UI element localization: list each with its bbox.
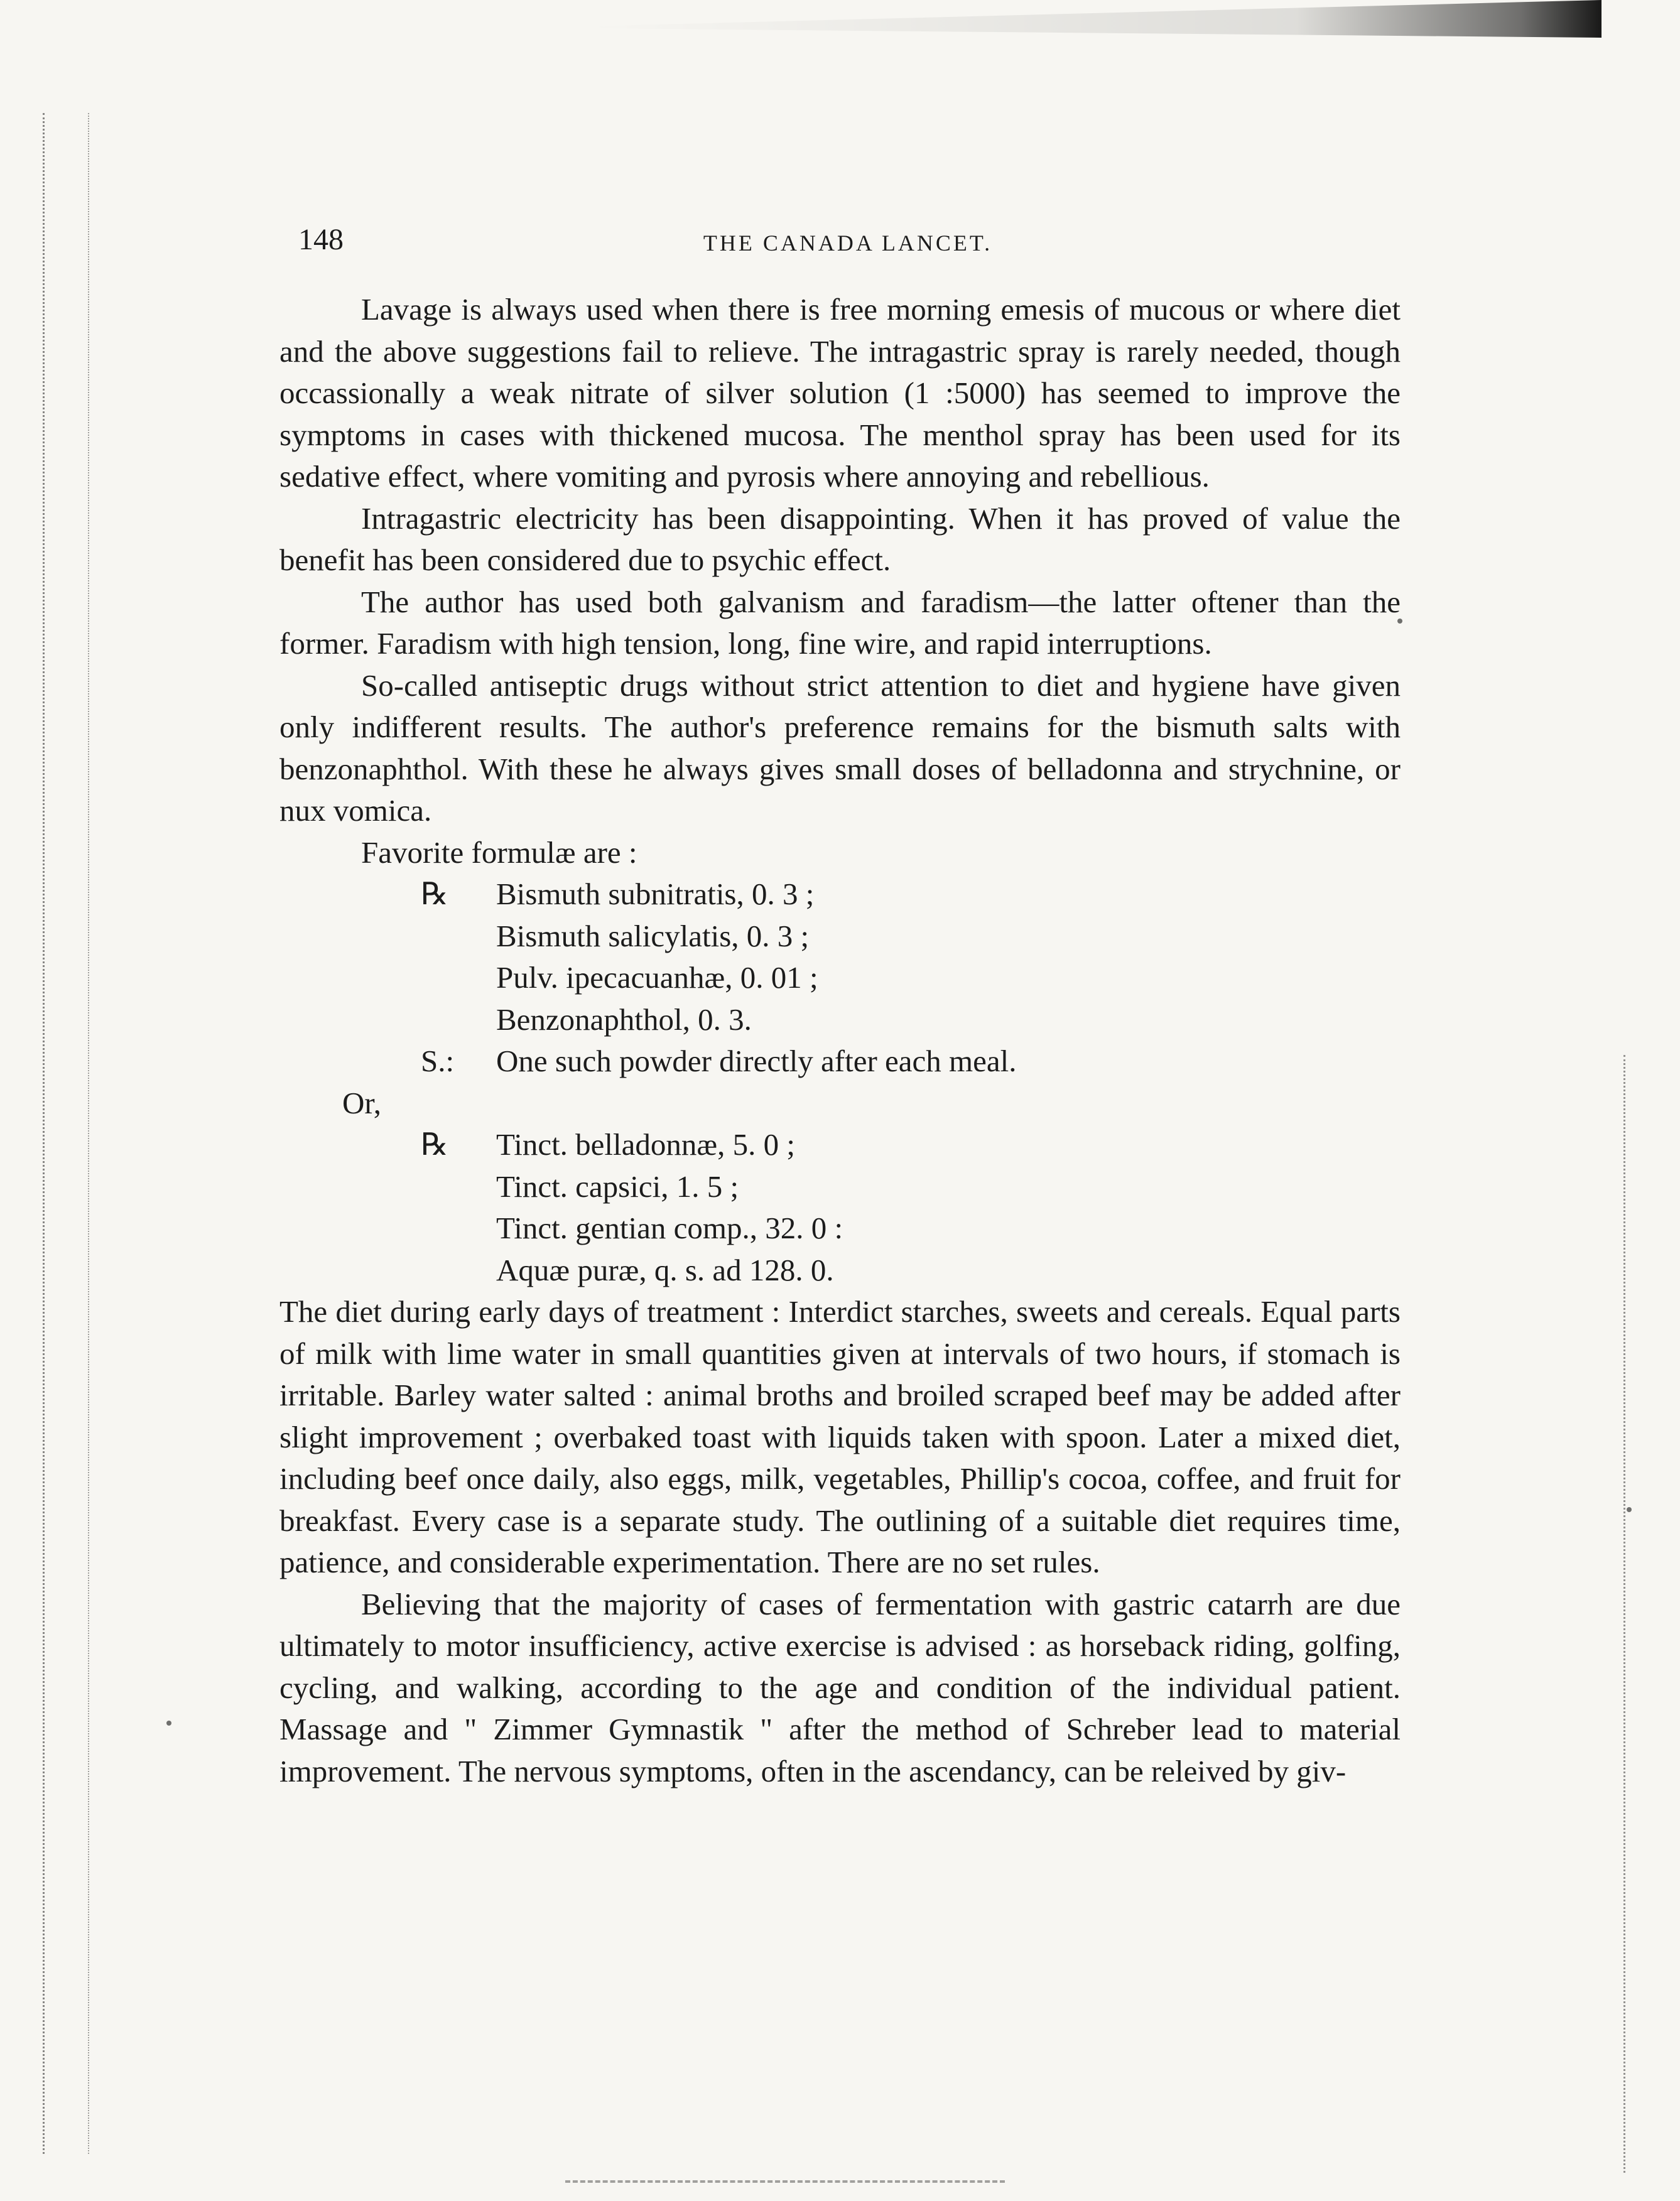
prescription-line [279,1124,1401,1166]
prescription-ingredient: Bismuth salicylatis, 0. 3 ; [496,918,810,953]
paragraph: Intragastric electricity has been disappointing. When it has proved of value the benefit has been considered due to psychic effect. [279,500,1401,577]
ink-speck [1627,1507,1632,1512]
left-margin-specks-inner [88,113,98,2154]
paragraph: So-called antiseptic drugs without strict attention to diet and hygiene have given only indifferent results. The author's preference remains for the bismuth salts with benzonaphthol. With these he always gives small doses of belladonna and strychnine, or nux vomica. [279,668,1401,828]
paragraph: Favorite formulæ are : [361,835,637,870]
prescription-1 [279,873,1401,1083]
prescription-2 [279,1124,1401,1291]
prescription-ingredient: Benzonaphthol, 0. 3. [496,1002,752,1037]
left-margin-specks [43,113,53,2154]
prescription-line [279,957,1401,999]
signa-text: One such powder directly after each meal. [496,1044,1017,1078]
prescription-ingredient: Tinct. belladonnæ, 5. 0 ; [496,1127,795,1162]
prescription-line [279,1250,1401,1292]
rx-symbol: ℞ [421,1127,448,1162]
prescription-line [279,1166,1401,1208]
rx-symbol: ℞ [421,877,448,911]
or-label: Or, [342,1085,381,1120]
right-margin-specks [1623,1055,1632,2173]
prescription-line [279,1208,1401,1250]
running-head: THE CANADA LANCET. [703,230,993,256]
prescription-ingredient: Tinct. capsici, 1. 5 ; [496,1169,739,1204]
signa-label: S.: [421,1044,455,1078]
paragraph: The author has used both galvanism and faradism—the latter oftener than the former. Faradism with high tension, long, fine wire, and rapid interruptions. [279,584,1401,661]
article-body [279,289,1401,1792]
prescription-signa [279,1041,1401,1083]
ink-speck [166,1721,171,1726]
prescription-ingredient: Tinct. gentian comp., 32. 0 : [496,1211,843,1245]
paragraph: The diet during early days of treatment : Interdict starches, sweets and cereals. Equal parts of milk with lime water in small quantities given at intervals of two hours, if stomach is irritable. Barley water salted : animal broths and broiled scraped beef may be added after slight improvement ; overbaked toast with liquids taken with spoon. Later a mixed diet, including beef once daily, also eggs, milk, vegetables, Phillip's cocoa, coffee, and fruit for breakfast. Every case is a separate study. The outlining of a suitable diet requires time, patience, and considerable experimentation. There are no set rules. [279,1294,1401,1579]
prescription-ingredient: Aquæ puræ, q. s. ad 128. 0. [496,1252,834,1287]
prescription-ingredient: Bismuth subnitratis, 0. 3 ; [496,877,815,911]
page-header [298,221,1397,271]
prescription-ingredient: Pulv. ipecacuanhæ, 0. 01 ; [496,960,818,995]
scan-edge-shadow [584,0,1601,38]
page-number: 148 [298,223,344,256]
prescription-line [279,916,1401,958]
prescription-line [279,999,1401,1041]
prescription-line [279,873,1401,916]
paragraph: Lavage is always used when there is free morning emesis of mucous or where diet and the above suggestions fail to relieve. The intragastric spray is rarely needed, though occassionally a weak nitrate of silver solution (1 :5000) has seemed to improve the symptoms in cases with thickened mucosa. The menthol spray has been used for its sedative effect, where vomiting and pyrosis where annoying and rebellious. [279,292,1401,494]
paragraph: Believing that the majority of cases of fermentation with gastric catarrh are due ultimately to motor insufficiency, active exercise is advised : as horseback riding, golfing, cycling, and walking, according to the age and condition of the individual patient. Massage and " Zimmer Gymnastik " after the method of Schreber lead to material improvement. The nervous symptoms, often in the ascendancy, can be releived by giv- [279,1586,1401,1788]
bottom-edge-marks [565,2180,1005,2188]
